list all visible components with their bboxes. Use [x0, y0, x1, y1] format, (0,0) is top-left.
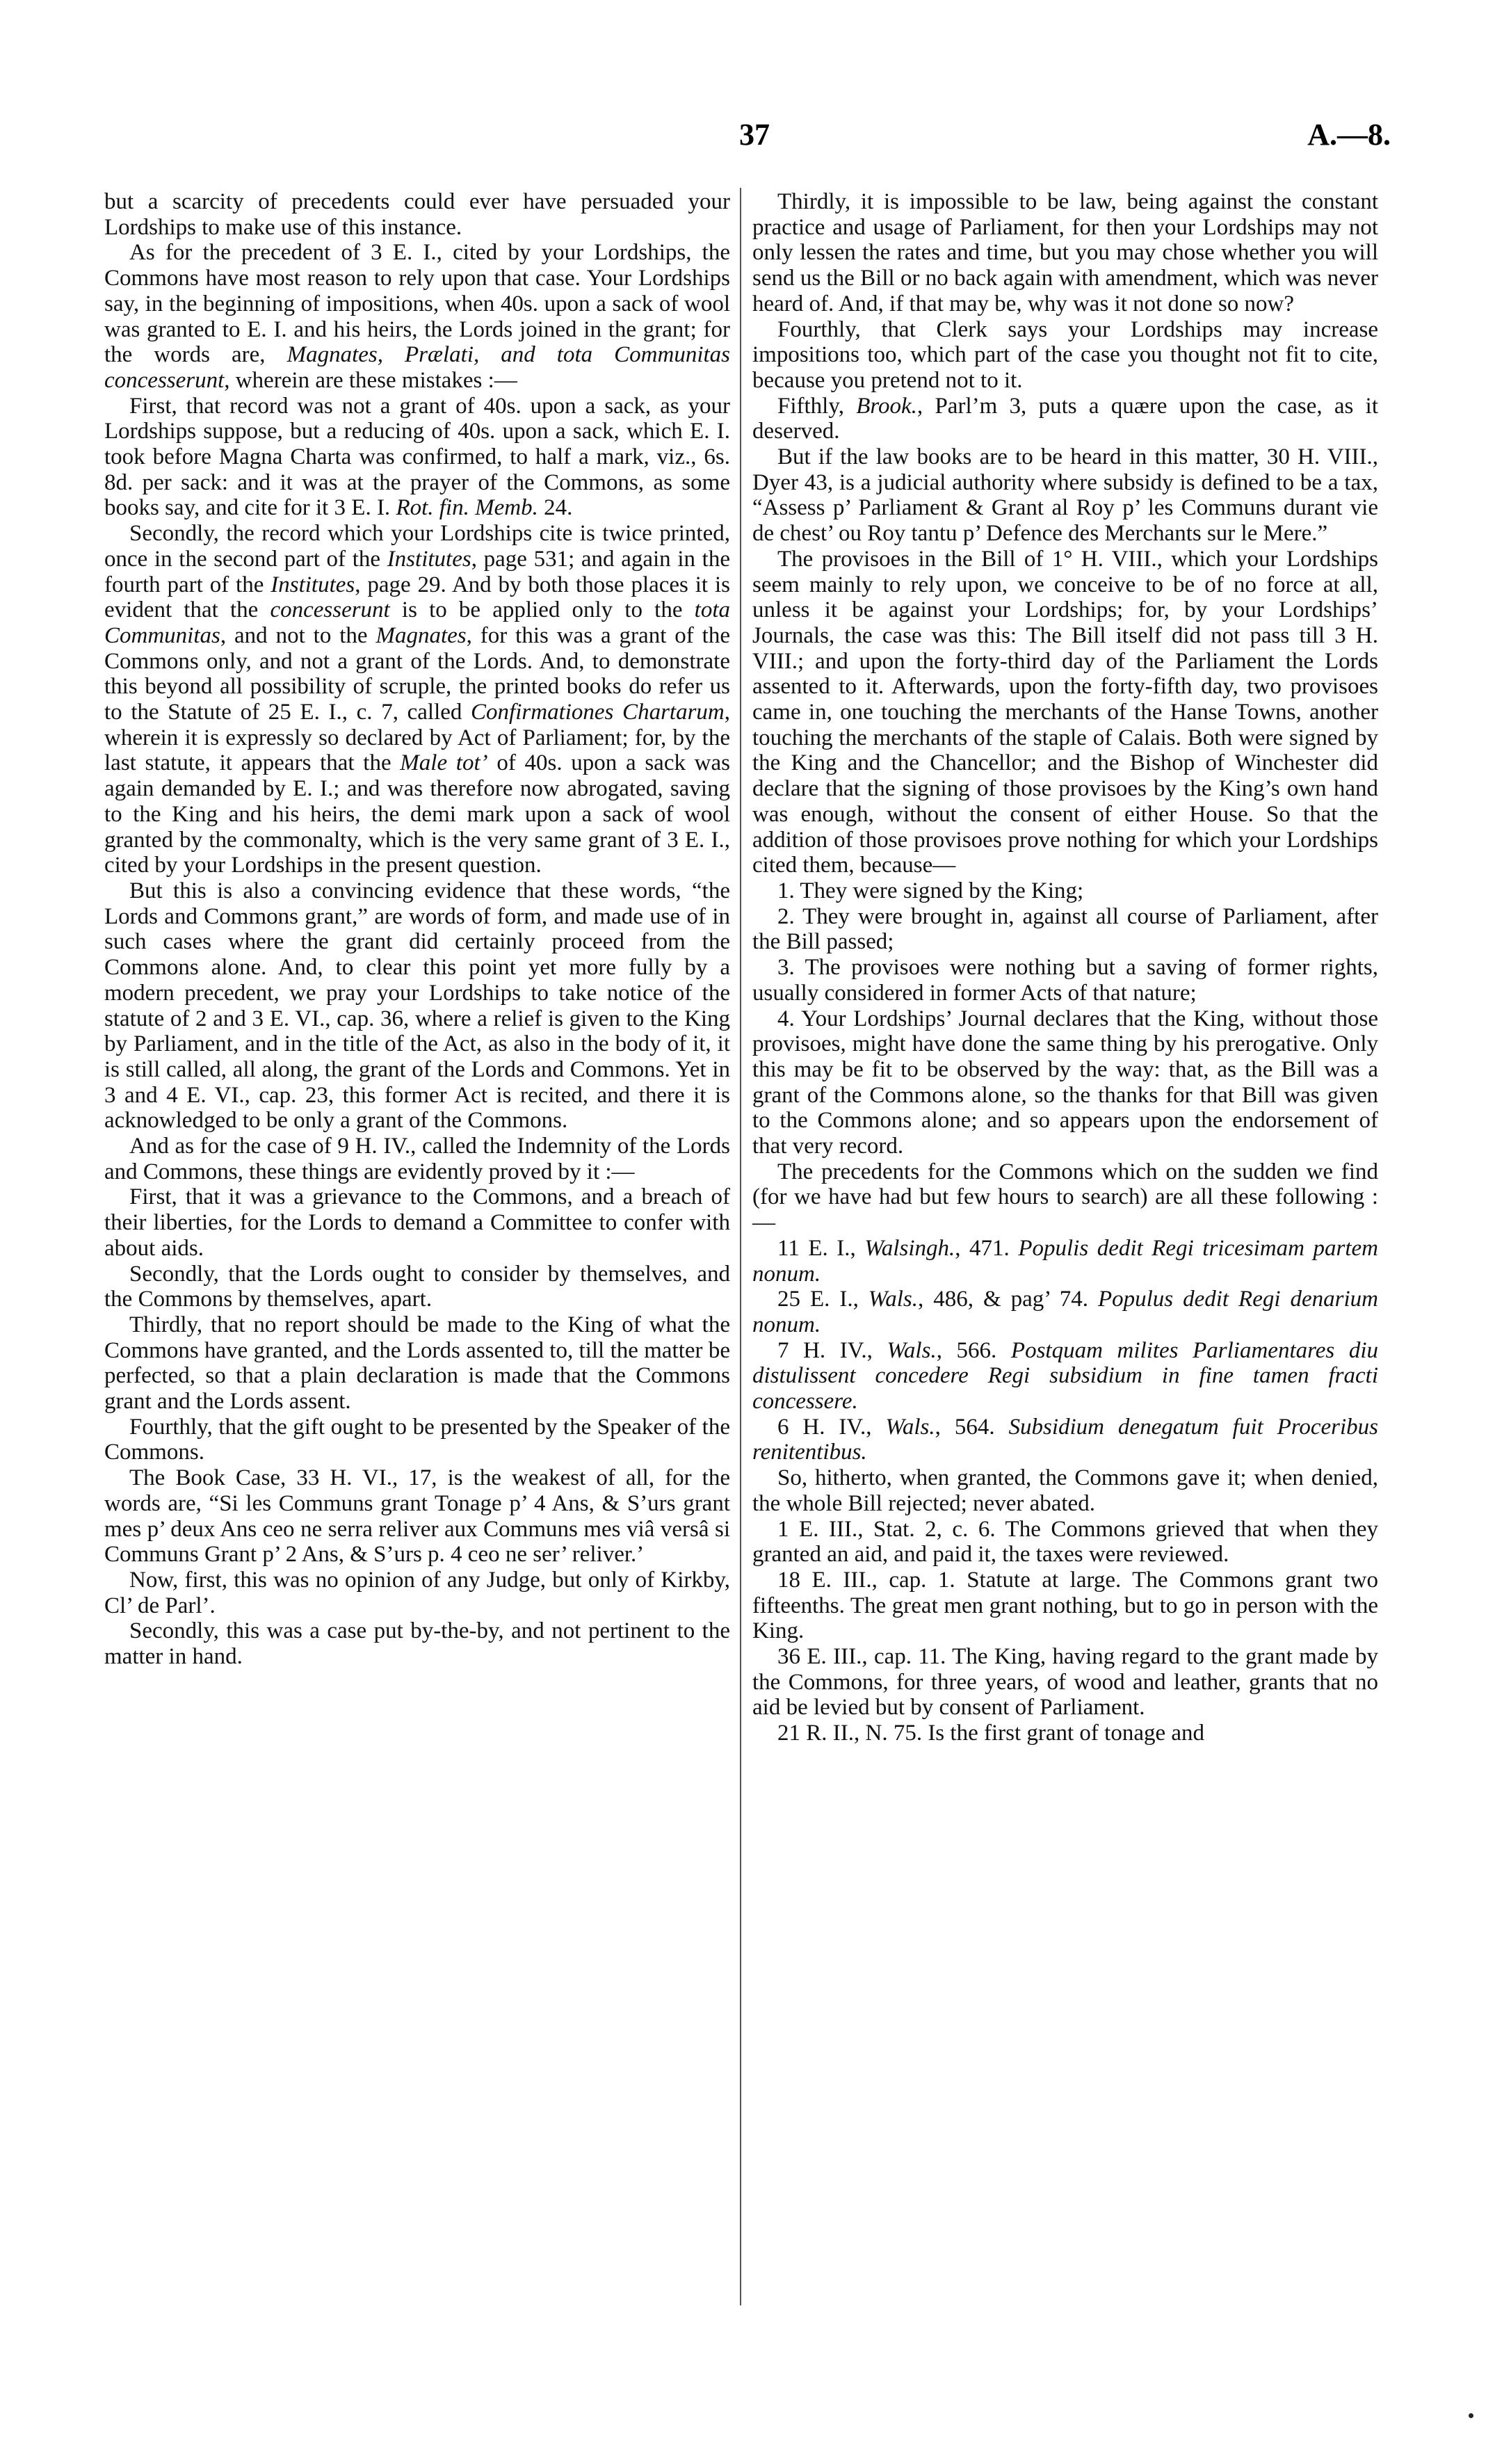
paragraph: 6 H. IV., Wals., 564. Subsidium denegatum fuit Proceribus renitentibus. [752, 1414, 1378, 1465]
paragraph: Fifthly, Brook., Parl’m 3, puts a quære upon the case, as it deserved. [752, 393, 1378, 444]
paragraph: 4. Your Lordships’ Journal declares that the King, without those provisoes, might have done the same thing by his prerogative. Only this may be fit to be observed by the way: that, as the Bill was a grant of the Commons alone, so the thanks for that Bill was given to the Commons alone; and so appears upon the endorsement of that very record. [752, 1006, 1378, 1159]
paragraph: 36 E. III., cap. 11. The King, having regard to the grant made by the Commons, for three years, of wood and leather, grants that no aid be levied but by consent of Parliament. [752, 1644, 1378, 1721]
paragraph: First, that it was a grievance to the Commons, and a breach of their liberties, for the Lords to demand a Committee to confer with about aids. [104, 1184, 730, 1261]
paragraph: So, hitherto, when granted, the Commons gave it; when denied, the whole Bill rejected; never abated. [752, 1465, 1378, 1516]
paragraph: 7 H. IV., Wals., 566. Postquam milites Parliamentares diu distulissent concedere Regi subsidium in fine tamen fracti concessere. [752, 1337, 1378, 1415]
paragraph: 3. The provisoes were nothing but a saving of former rights, usually considered in former Acts of that nature; [752, 955, 1378, 1006]
paragraph: The provisoes in the Bill of 1° H. VIII., which your Lordships seem mainly to rely upon, we conceive to be of no force at all, unless it be against your Lordships; for, by your Lordships’ Journals, the case was this: The Bill itself did not pass till 3 H. VIII.; and upon the forty-third day of the Parliament the Lords assented to it. Afterwards, upon the forty-fifth day, two provisoes came in, one touching the merchants of the Hanse Towns, another touching the merchants of the staple of Calais. Both were signed by the King and the Chancellor; and the Bishop of Winchester did declare that the signing of those provisoes by the King’s own hand was enough, without the consent of either House. So that the addition of those provisoes prove nothing for which your Lordships cited them, because— [752, 546, 1378, 878]
paragraph: 21 R. II., N. 75. Is the first grant of tonage and [777, 1721, 1205, 1746]
paragraph: The precedents for the Commons which on the sudden we find (for we have had but few hours to search) are all these following :— [752, 1159, 1378, 1236]
paragraph: As for the precedent of 3 E. I., cited by your Lordships, the Commons have most reason to rely upon that case. Your Lordships say, in the beginning of impositions, when 40s. upon a sack of wool was granted to E. I. and his heirs, the Lords joined in the grant; for the words are, Magnates, Prælati, and tota Communitas concesserunt, wherein are these mistakes :— [104, 240, 731, 393]
paragraph: Secondly, that the Lords ought to consider by themselves, and the Commons by themselves, apart. [104, 1261, 730, 1312]
paragraph: And as for the case of 9 H. IV., called the Indemnity of the Lords and Commons, these things are evidently proved by it :— [104, 1134, 730, 1184]
paragraph: Secondly, this was a case put by-the-by, and not pertinent to the matter in hand. [104, 1618, 730, 1670]
paper-number: A.—8. [1307, 118, 1391, 152]
column-divider [740, 188, 741, 2305]
paragraph: Fourthly, that the gift ought to be presented by the Speaker of the Commons. [104, 1414, 730, 1465]
paragraph: 2. They were brought in, against all course of Parliament, after the Bill passed; [752, 903, 1378, 955]
right-column [752, 189, 1378, 1746]
left-column [104, 189, 730, 1670]
paragraph: 1 E. III., Stat. 2, c. 6. The Commons grieved that when they granted an aid, and paid it, the taxes were reviewed. [752, 1516, 1378, 1568]
paragraph: First, that record was not a grant of 40s. upon a sack, as your Lordships suppose, but a reducing of 40s. upon a sack, which E. I. took before Magna Charta was confirmed, to half a mark, viz., 6s. 8d. per sack: and it was at the prayer of the Commons, as some books say, and cite for it 3 E. I. Rot. fin. Memb. 24. [104, 393, 730, 521]
paragraph: 18 E. III., cap. 1. Statute at large. The Commons grant two fifteenths. The great men grant nothing, but to go in person with the King. [752, 1567, 1378, 1644]
paragraph: Fourthly, that Clerk says your Lordships may increase impositions too, which part of the case you thought not fit to cite, because you pretend not to it. [752, 316, 1378, 393]
paragraph: Secondly, the record which your Lordships cite is twice printed, once in the second part of the Institutes, page 531; and again in the fourth part of the Institutes, page 29. And by both those places it is evident that the concesserunt is to be applied only to the tota Communitas, and not to the Magnates, for this was a grant of the Commons only, and not a grant of the Lords. And, to demonstrate this beyond all possibility of scruple, the printed books do refer us to the Statute of 25 E. I., c. 7, called Confirmationes Chartarum, wherein it is expressly so declared by Act of Parliament; for, by the last statute, it appears that the Male tot’ of 40s. upon a sack was again demanded by E. I.; and was therefore now abrogated, saving to the King and his heirs, the demi mark upon a sack of wool granted by the commonalty, which is the very same grant of 3 E. I., cited by your Lordships in the present question. [104, 521, 731, 878]
paragraph: 25 E. I., Wals., 486, & pag’ 74. Populus dedit Regi denarium nonum. [752, 1287, 1378, 1337]
paragraph: but a scarcity of precedents could ever have persuaded your Lordships to make use of this instance. [104, 189, 730, 240]
paragraph: Now, first, this was no opinion of any Judge, but only of Kirkby, Cl’ de Parl’. [104, 1567, 730, 1618]
paragraph: The Book Case, 33 H. VI., 17, is the weakest of all, for the words are, “Si les Communs grant Tonage p’ 4 Ans, & S’urs grant mes p’ deux Ans ceo ne serra reliver aux Communs mes viâ versâ si Communs Grant p’ 2 Ans, & S’urs p. 4 ceo ne ser’ reliver.’ [104, 1465, 730, 1568]
page-number: 37 [739, 118, 770, 152]
paragraph: 1. They were signed by the King; [777, 878, 1084, 903]
paragraph: 11 E. I., Walsingh., 471. Populis dedit Regi tricesimam partem nonum. [752, 1235, 1378, 1287]
print-speck [1469, 2413, 1473, 2418]
paragraph: But this is also a convincing evidence that these words, “the Lords and Commons grant,” are words of form, and made use of in such cases where the grant did certainly proceed from the Commons alone. And, to clear this point yet more fully by a modern precedent, we pray your Lordships to take notice of the statute of 2 and 3 E. VI., cap. 36, where a relief is given to the King by Parliament, and in the title of the Act, as also in the body of it, it is still called, all along, the grant of the Lords and Commons. Yet in 3 and 4 E. VI., cap. 23, this former Act is recited, and there it is acknowledged to be only a grant of the Commons. [104, 878, 730, 1134]
paragraph: But if the law books are to be heard in this matter, 30 H. VIII., Dyer 43, is a judicial authority where subsidy is defined to be a tax, “Assess p’ Parliament & Grant al Roy p’ les Communs durant vie de chest’ ou Roy tantu p’ Defence des Merchants sur le Mere.” [752, 444, 1378, 547]
paragraph: Thirdly, it is impossible to be law, being against the constant practice and usage of Parliament, for then your Lordships may not only lessen the rates and time, but you may chose whether you will send us the Bill or no back again with amendment, which was never heard of. And, if that may be, why was it not done so now? [752, 189, 1378, 316]
paragraph: Thirdly, that no report should be made to the King of what the Commons have granted, and the Lords assented to, till the matter be perfected, so that a plain declaration is made that the Commons grant and the Lords assent. [104, 1312, 730, 1415]
